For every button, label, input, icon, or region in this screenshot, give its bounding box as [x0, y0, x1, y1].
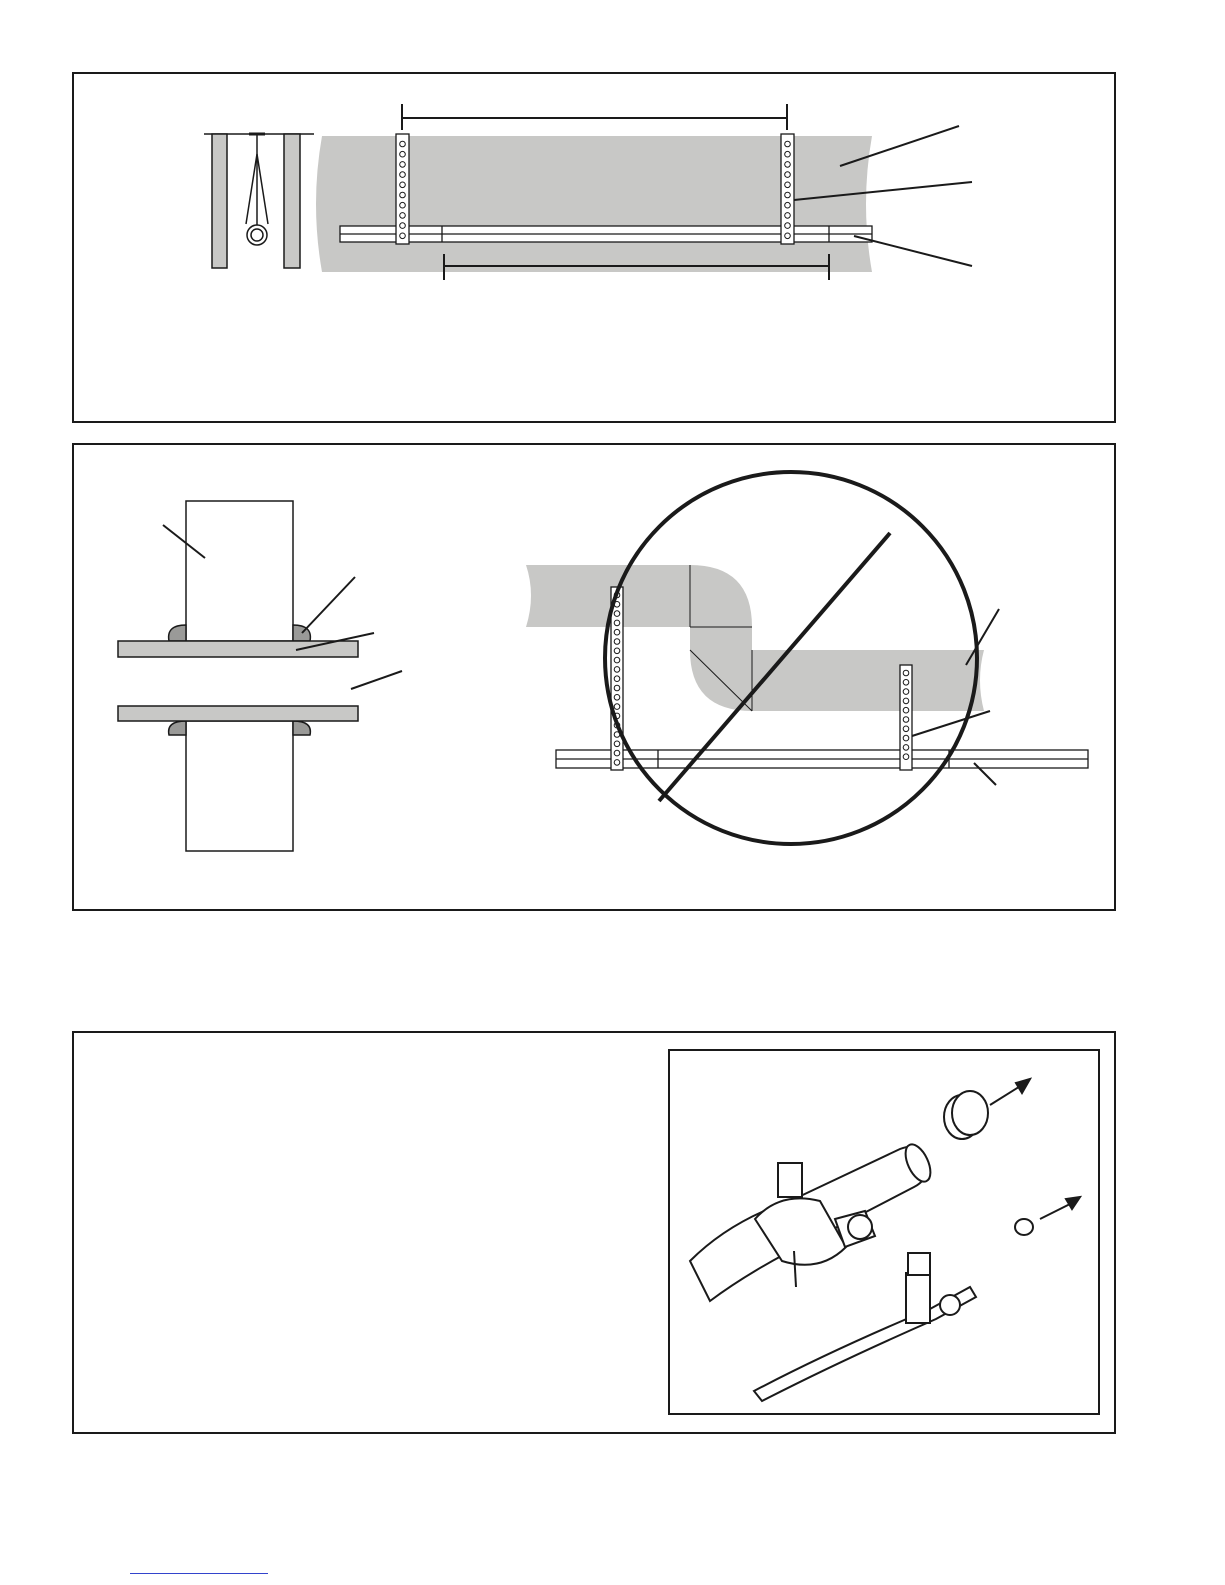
- strap-hole: [785, 233, 791, 239]
- liquid-valve-body: [906, 1273, 930, 1323]
- strap-hole: [614, 620, 620, 626]
- figure-panel-service-valve: [72, 1031, 1116, 1434]
- strap-hole: [785, 213, 791, 219]
- strap-hole: [400, 182, 406, 188]
- strap-hole: [614, 676, 620, 682]
- strap-hole: [614, 639, 620, 645]
- strap-hole: [903, 689, 909, 695]
- strap-hole: [614, 667, 620, 673]
- strap-hole: [400, 192, 406, 198]
- removed-cap-large: [944, 1091, 988, 1139]
- strap-hole: [400, 202, 406, 208]
- strap-hole: [400, 151, 406, 157]
- side-view-hanger: [204, 134, 314, 268]
- strap-hole: [903, 726, 909, 732]
- strap-hole: [400, 223, 406, 229]
- perforated-strap-left: [396, 134, 409, 244]
- strap-hole: [785, 182, 791, 188]
- strap-hole: [614, 750, 620, 756]
- strap-hole: [785, 141, 791, 147]
- removed-cap-small: [1015, 1219, 1033, 1235]
- perforated-strap-right: [781, 134, 794, 244]
- strap-hole: [400, 172, 406, 178]
- perforated-strap-tall: [611, 587, 623, 770]
- strap-hole: [903, 680, 909, 686]
- strap-hole: [400, 233, 406, 239]
- strap-hole: [614, 695, 620, 701]
- valve-stem-cap: [778, 1163, 802, 1197]
- strap-hole: [614, 648, 620, 654]
- strap-hole: [400, 141, 406, 147]
- strap-hole: [785, 192, 791, 198]
- strap-hole: [614, 741, 620, 747]
- strap-hole: [400, 213, 406, 219]
- arrow-icon: [990, 1079, 1080, 1219]
- service-valve-diagram: [670, 1051, 1098, 1413]
- strap-hole: [903, 707, 909, 713]
- strap-hole: [614, 685, 620, 691]
- strap-hole: [614, 611, 620, 617]
- strap-hole: [785, 162, 791, 168]
- strap-hole: [614, 704, 620, 710]
- strap-hole: [614, 629, 620, 635]
- wall-penetration-and-offset-diagram: [74, 445, 1114, 909]
- liquid-valve-cap: [908, 1253, 930, 1275]
- figure-panel-wall-penetration: [72, 443, 1116, 911]
- strap-hole: [785, 202, 791, 208]
- strap-hole: [903, 698, 909, 704]
- service-valve-inset: [668, 1049, 1100, 1415]
- strap-hole: [903, 745, 909, 751]
- footer-link-underline[interactable]: [130, 1573, 268, 1574]
- hanger-support-diagram: [74, 74, 1114, 421]
- strap-hole: [903, 717, 909, 723]
- strap-hole: [785, 151, 791, 157]
- strap-hole: [400, 162, 406, 168]
- strap-hole: [903, 670, 909, 676]
- figure-panel-hanger-support: [72, 72, 1116, 423]
- perforated-strap-short: [900, 665, 912, 770]
- wall-penetration-detail: [118, 501, 402, 851]
- strap-hole: [903, 735, 909, 741]
- strap-hole: [785, 223, 791, 229]
- strap-hole: [614, 657, 620, 663]
- dimension-line-top: [402, 104, 787, 130]
- strap-hole: [785, 172, 791, 178]
- strap-hole: [614, 760, 620, 766]
- strap-hole: [903, 754, 909, 760]
